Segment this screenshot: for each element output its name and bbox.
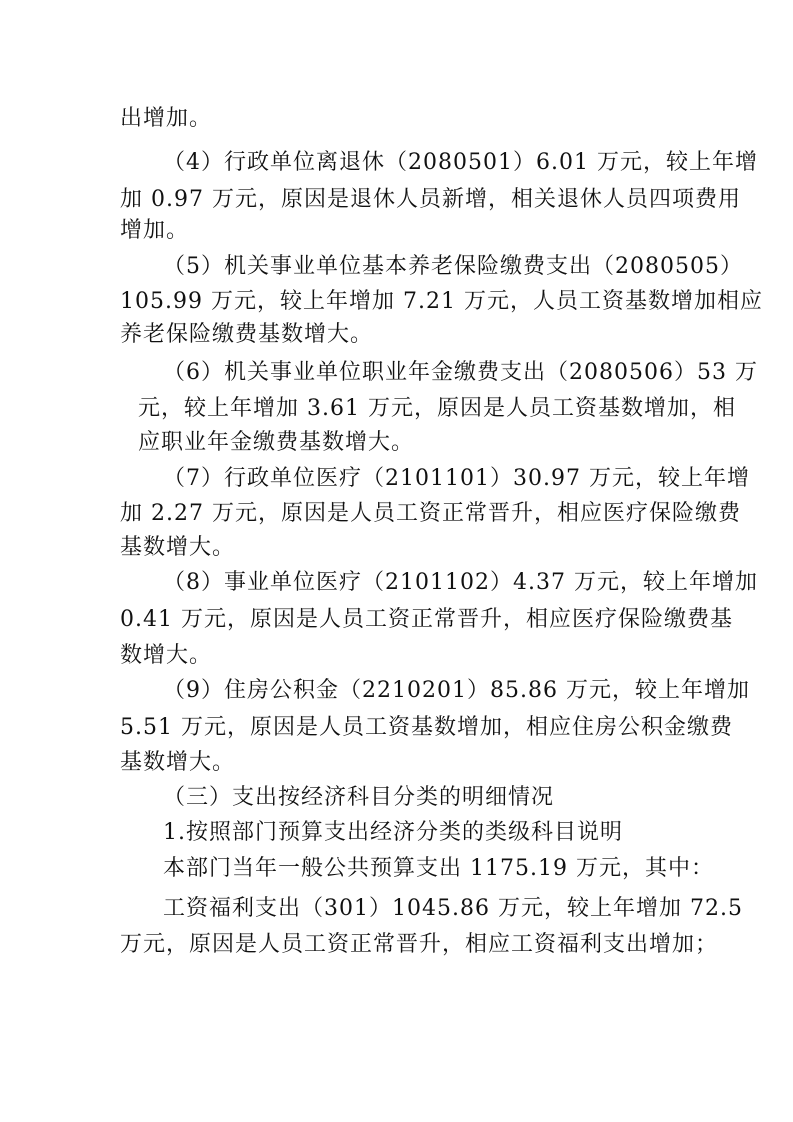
subsection-heading: 1.按照部门预算支出经济分类的类级科目说明	[163, 820, 623, 845]
paragraph-line: （8）事业单位医疗（2101102）4.37 万元，较上年增加	[163, 570, 758, 595]
paragraph-line: 0.41 万元，原因是人员工资正常晋升，相应医疗保险缴费基	[120, 607, 733, 632]
paragraph-line: 5.51 万元，原因是人员工资基数增加，相应住房公积金缴费	[120, 715, 733, 740]
paragraph-line: 本部门当年一般公共预算支出 1175.19 万元，其中：	[163, 856, 714, 881]
paragraph-line: （6）机关事业单位职业年金缴费支出（2080506）53 万	[163, 360, 758, 385]
paragraph-line: 数增大。	[120, 643, 213, 668]
paragraph-line: 应职业年金缴费基数增大。	[138, 430, 415, 455]
paragraph-line: 出增加。	[120, 106, 213, 131]
paragraph-line: 工资福利支出（301）1045.86 万元，较上年增加 72.5	[163, 896, 743, 921]
paragraph-line: 105.99 万元，较上年增加 7.21 万元，人员工资基数增加相应	[120, 289, 763, 314]
paragraph-line: 养老保险缴费基数增大。	[120, 322, 374, 347]
paragraph-line: （5）机关事业单位基本养老保险缴费支出（2080505）	[163, 254, 743, 279]
section-heading: （三）支出按经济科目分类的明细情况	[163, 785, 555, 810]
paragraph-line: 基数增大。	[120, 750, 236, 775]
paragraph-line: （9）住房公积金（2210201）85.86 万元，较上年增加	[163, 678, 750, 703]
paragraph-line: 元，较上年增加 3.61 万元，原因是人员工资基数增加，相	[138, 396, 736, 421]
paragraph-line: （7）行政单位医疗（2101101）30.97 万元，较上年增	[163, 466, 750, 491]
paragraph-line: （4）行政单位离退休（2080501）6.01 万元，较上年增	[163, 150, 758, 175]
paragraph-line: 基数增大。	[120, 535, 236, 560]
paragraph-line: 增加。	[120, 218, 190, 243]
paragraph-line: 加 0.97 万元，原因是退休人员新增，相关退休人员四项费用	[120, 187, 741, 212]
paragraph-line: 加 2.27 万元，原因是人员工资正常晋升，相应医疗保险缴费	[120, 501, 741, 526]
paragraph-line: 万元，原因是人员工资正常晋升，相应工资福利支出增加；	[120, 932, 719, 957]
